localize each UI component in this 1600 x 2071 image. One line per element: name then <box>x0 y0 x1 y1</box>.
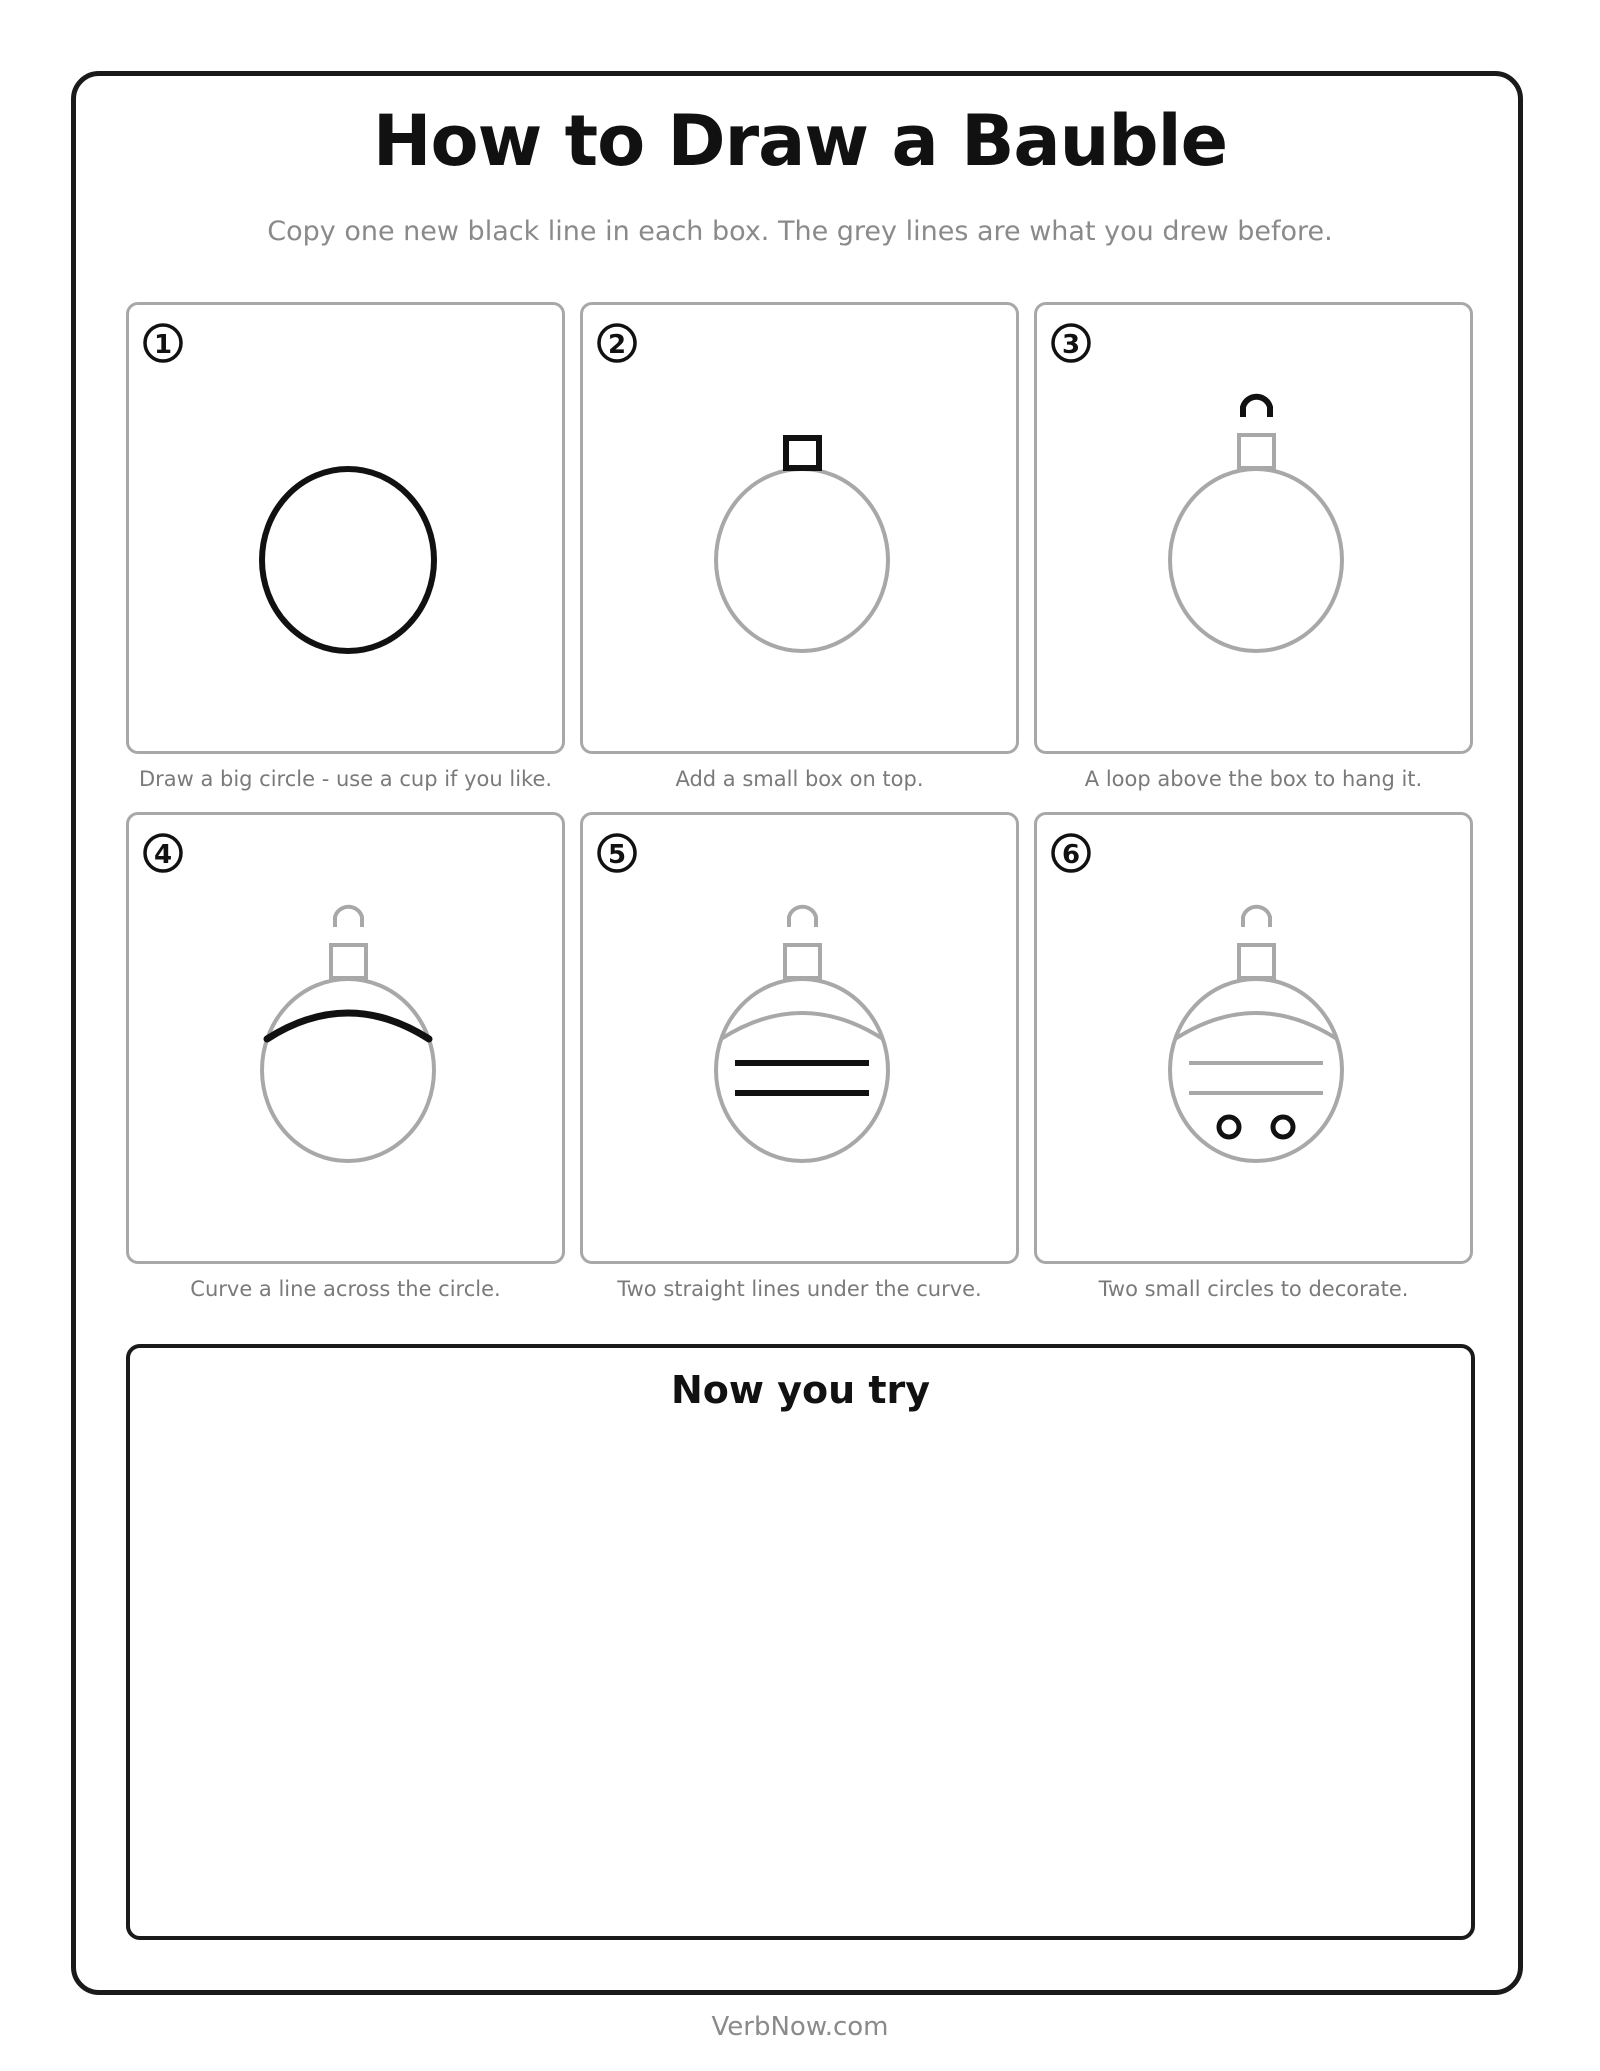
step-5-drawing <box>583 815 1022 1267</box>
bauble-cap-box <box>1239 945 1274 978</box>
bauble-cap-box <box>1239 435 1274 468</box>
practice-label: Now you try <box>670 1368 931 1412</box>
footer-brand: VerbNow.com <box>711 2012 889 2042</box>
step-caption-5: Two straight lines under the curve. <box>617 1277 982 1301</box>
bauble-circle <box>1170 979 1342 1161</box>
step-panel-1 <box>126 302 565 754</box>
step-number: 1 <box>153 330 173 360</box>
bauble-curve-line <box>1175 1013 1337 1039</box>
step-panel-4 <box>126 812 565 1264</box>
bauble-curve-line <box>267 1013 429 1039</box>
bauble-cap-box <box>786 438 819 468</box>
step-3-drawing <box>1037 305 1476 757</box>
step-panel-6 <box>1034 812 1473 1264</box>
bauble-curve-line <box>721 1013 883 1039</box>
step-number: 5 <box>607 840 627 870</box>
step-2-drawing <box>583 305 1022 757</box>
step-panel-5 <box>580 812 1019 1264</box>
bauble-circle <box>1170 469 1342 651</box>
page-title: How to Draw a Bauble <box>372 100 1228 182</box>
bauble-circle <box>262 979 434 1161</box>
step-caption-6: Two small circles to decorate. <box>1098 1277 1409 1301</box>
bauble-circle <box>716 469 888 651</box>
step-1-drawing <box>129 305 568 757</box>
page-subtitle: Copy one new black line in each box. The grey lines are what you drew before. <box>267 216 1333 247</box>
bauble-circle <box>262 469 434 651</box>
step-caption-1: Draw a big circle - use a cup if you like. <box>138 767 553 791</box>
step-number: 3 <box>1061 330 1081 360</box>
bauble-circle <box>716 979 888 1161</box>
step-panel-3 <box>1034 302 1473 754</box>
step-panel-2 <box>580 302 1019 754</box>
step-number: 6 <box>1061 840 1081 870</box>
bauble-decoration-circle-left <box>1219 1117 1239 1137</box>
step-number: 4 <box>153 840 173 870</box>
practice-drawing-area[interactable] <box>126 1344 1475 1940</box>
step-caption-2: Add a small box on top. <box>675 767 924 791</box>
bauble-cap-box <box>785 945 820 978</box>
bauble-hanging-loop <box>335 907 362 927</box>
step-number: 2 <box>607 330 627 360</box>
step-4-drawing <box>129 815 568 1267</box>
bauble-hanging-loop <box>1243 397 1270 417</box>
step-caption-3: A loop above the box to hang it. <box>1084 767 1423 791</box>
step-6-drawing <box>1037 815 1476 1267</box>
step-caption-4: Curve a line across the circle. <box>190 1277 501 1301</box>
bauble-cap-box <box>331 945 366 978</box>
bauble-decoration-circle-right <box>1273 1117 1293 1137</box>
bauble-hanging-loop <box>789 907 816 927</box>
bauble-hanging-loop <box>1243 907 1270 927</box>
